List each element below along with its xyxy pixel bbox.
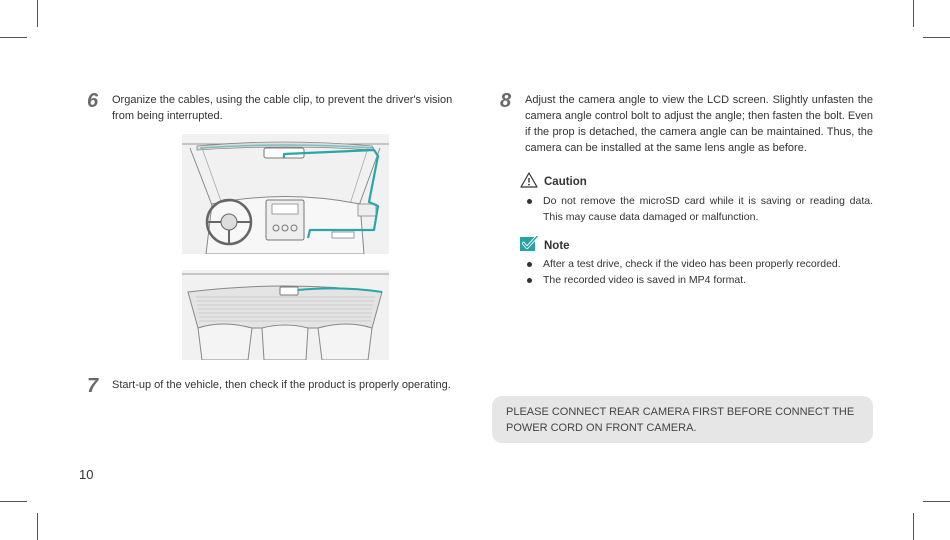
step-8-text: Adjust the camera angle to view the LCD screen. Slightly unfasten the camera angle control bolt to adjust the angle; then fasten the bolt. Even if the prop is detached, the camera angle can be maintained. Thus, the camera can be installed at the same lens angle as before. (525, 94, 873, 154)
warning-icon (520, 172, 538, 191)
caution-list (521, 193, 873, 225)
caution-title: Caution (544, 175, 587, 188)
rear-camera-notice: PLEASE CONNECT REAR CAMERA FIRST BEFORE CONNECT THE POWER CORD ON FRONT CAMERA. (492, 396, 873, 443)
crop-mark (913, 0, 914, 27)
note-list (521, 256, 873, 288)
note-item: After a test drive, check if the video has been properly recorded. (521, 256, 873, 272)
step-6-number: 6 (87, 90, 99, 112)
crop-mark (0, 501, 27, 502)
step-8-number: 8 (500, 90, 512, 112)
dashboard-cable-svg (182, 134, 389, 254)
checkmark-icon (520, 236, 538, 255)
step-6-text: Organize the cables, using the cable clip, to prevent the driver's vision from being interrupted. (112, 94, 453, 122)
crop-mark (37, 513, 38, 540)
crop-mark (913, 513, 914, 540)
rear-window-cable-illustration (182, 270, 389, 360)
caution-heading (520, 172, 587, 191)
crop-mark (37, 0, 38, 27)
crop-mark (0, 37, 27, 38)
caution-item: Do not remove the microSD card while it is saving or reading data. This may cause data damaged or malfunction. (521, 193, 873, 225)
crop-mark (923, 37, 950, 38)
crop-mark (923, 501, 950, 502)
rear-window-cable-svg (182, 270, 389, 360)
step-7-number: 7 (87, 375, 99, 397)
note-item: The recorded video is saved in MP4 format. (521, 272, 873, 288)
page-number: 10 (79, 467, 94, 482)
step-7-text: Start-up of the vehicle, then check if the product is properly operating. (112, 379, 451, 391)
dashboard-cable-illustration (182, 134, 389, 254)
note-heading (520, 236, 570, 255)
note-title: Note (544, 239, 570, 252)
